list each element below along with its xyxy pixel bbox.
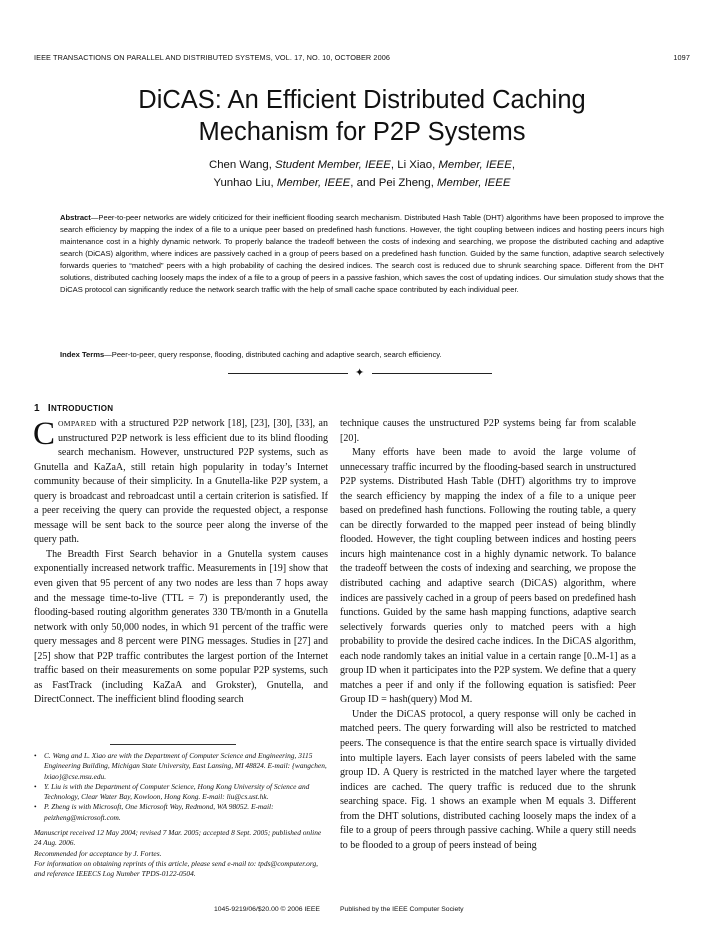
paragraph: technique causes the unstructured P2P systems being far from scalable [20].: [340, 418, 636, 444]
footnote-rule: [110, 744, 236, 745]
journal-info: IEEE TRANSACTIONS ON PARALLEL AND DISTRIBUTED SYSTEMS, VOL. 17, NO. 10, OCTOBER 2006: [34, 53, 391, 62]
abstract-label: Abstract: [60, 213, 91, 222]
author-line-1: Chen Wang, Student Member, IEEE, Li Xiao, Member, IEEE,: [208, 159, 516, 171]
author-xiao: , Li Xiao,: [390, 159, 439, 171]
footnote-item: [34, 802, 328, 823]
drop-cap: C: [33, 416, 56, 452]
manuscript-note: Manuscript received 12 May 2004; revised 7 Mar. 2005; accepted 8 Sept. 2005; published online 24 Aug. 2006.: [34, 828, 322, 848]
publisher-note: Published by the IEEE Computer Society: [340, 906, 464, 913]
small-caps-word: OMPARED: [58, 419, 97, 428]
title-line-2: Mechanism for P2P Systems: [198, 118, 526, 146]
divider-diamond-icon: ✦: [355, 367, 365, 379]
index-terms-label: Index Terms: [60, 350, 105, 359]
divider-line-left: [228, 373, 348, 374]
bullet-icon: •: [34, 781, 37, 791]
author-line-2: [34, 175, 690, 193]
section-title-rest: NTRODUCTION: [50, 404, 114, 413]
author-xiao-role: Member, IEEE: [438, 159, 512, 171]
author-wang-role: Student Member, IEEE: [275, 159, 391, 171]
author-liu-role: Member, IEEE: [276, 176, 351, 189]
section-divider: [0, 366, 720, 380]
copyright-code: 1045-9219/06/$20.00 © 2006 IEEE: [214, 906, 320, 913]
footnote-item: [34, 751, 328, 782]
footnote-text: Y. Liu is with the Department of Computer Science, Hong Kong University of Science and Technology, Clear Water Bay, Kowloon, Hong Kong. E-mail: liu@cs.ust.hk.: [44, 781, 310, 802]
paragraph: Under the DiCAS protocol, a query response will only be cached in matched peers. The query forwarding will also be restricted to matched peers. The consequence is that the entire search space is virtually divided into multiple layers. Each layer consists of peers labeled with the same group ID. A Query is restricted in the matched layer where the targeted indices are cached. The query traffic is reduced due to the shrunk searching space. Fig. 1 shows an example when M equals 3. Different from the DHT solutions, distributed caching loosely maps the index of a file to a group of peers through passive caching. While a query still needs to be flooded to a group of peers instead of being: [340, 708, 636, 851]
abstract: [60, 212, 664, 296]
reprints-note: For information on obtaining reprints of this article, please send e-mail to: tpds@computer.org, and reference IEEECS Log Number TPDS-0122-0504.: [34, 858, 318, 879]
page-number: 1097: [673, 53, 690, 62]
author-list: [34, 157, 690, 192]
author-zheng: , and Pei Zheng,: [350, 176, 438, 189]
paragraph: The Breadth First Search behavior in a Gnutella system causes exponentially increased network traffic. Measurements in [19] show that even given that 95 percent of any two nodes are less than 7 hops away and the message time-to-live (TTL = 7) is preponderantly used, the flooding-based routing algorithm generates 330 TB/month in a Gnutella network with only 50,000 nodes, in which 91 percent of the traffic were query messages and 8 percent were PING messages. Studies in [27] and [25] show that P2P traffic contributes the largest portion of the Internet traffic based on their measurements on some popular P2P systems, such as FastTrack (including KaZaA and Grokster), Gnutella, and DirectConnect. The inefficient blind flooding search: [34, 548, 328, 706]
section-number: 1: [34, 403, 40, 414]
author-zheng-role: Member, IEEE: [437, 176, 511, 189]
section-heading: [34, 403, 113, 414]
footnote-text: C. Wang and L. Xiao are with the Department of Computer Science and Engineering, 3115 Engineering Building, Michigan State University, East Lansing, MI 48824. E-mail: {wangchen, lxiao}@cse.msu.edu.: [44, 751, 327, 781]
footnote-item: [34, 782, 328, 803]
index-terms-text: —Peer-to-peer, query response, flooding, distributed caching and adaptive search, search efficiency.: [104, 350, 442, 359]
footnote-text: P. Zheng is with Microsoft, One Microsoft Way, Redmond, WA 98052. E-mail: peizheng@microsoft.com.: [44, 802, 274, 822]
abstract-text: —Peer-to-peer networks are widely criticized for their inefficient flooding search mechanism. Distributed Hash Table (DHT) algorithms have been proposed to improve the search efficiency by mapping the index of a file to a unique peer based on predefined hash functions. However, the tight coupling between indices and hosting peers incurs high maintenance cost in a highly dynamic network. To properly balance the tradeoff between the costs of indexing and searching, we propose the distributed caching and adaptive search (DiCAS) algorithm, where indices are passively cached in a group of peers based on a predefined hash function. Guided by the same function, adaptive search selectively forwards queries to “matched” peers with a high probability of caching the desired indices. The search cost is reduced due to shrunk searching space. Different from the DHT solutions, distributed caching loosely maps the index of a file to a group of peers in a passive fashion, which saves the cost of updating indices. Our simulation study shows that the DiCAS protocol can significantly reduce the network search traffic with the help of small cache space contributed by each individual peer.: [60, 213, 664, 295]
author-liu: Yunhao Liu,: [213, 176, 277, 189]
title-line-1: DiCAS: An Efficient Distributed Caching: [138, 86, 586, 114]
body-column-left: [34, 417, 328, 708]
body-column-right: [340, 417, 636, 853]
bullet-icon: •: [34, 751, 37, 760]
paragraph: [34, 417, 328, 548]
paper-title: [34, 84, 690, 148]
recommendation-note: Recommended for acceptance by J. Fortes.: [34, 848, 162, 858]
author-wang: Chen Wang,: [208, 159, 276, 171]
paragraph-text: with a structured P2P network [18], [23], [30], [33], an unstructured P2P network is less efficient due to its blind flooding search mechanism. However, unstructured P2P systems, such as Gnutella and KaZaA, still retain high popularity in today’s Internet community because of their simplicity. In a Gnutella-like P2P system, a query is broadcast and rebroadcast until a certain criterion is satisfied. If a peer receiving the query can provide the requested object, a response message will be sent back to the source peer along the inverse of the query path.: [34, 418, 328, 546]
index-terms: [60, 349, 664, 361]
footnotes: [34, 751, 328, 880]
bullet-icon: •: [34, 802, 37, 812]
section-title-initial: I: [47, 403, 51, 414]
divider-line-right: [372, 373, 492, 374]
paragraph: Many efforts have been made to avoid the large volume of unnecessary traffic incurred by the flooding-based search in unstructured P2P systems. Distributed Hash Table (DHT) algorithms try to improve the search efficiency by mapping the index of a file to a unique peer based on predefined hash functions. Following the routing table, a query can be directly forwarded to the mapped peer instead of being blindly flooded. However, the tight coupling between indices and hosting peers incurs high maintenance cost in a highly dynamic network. To balance the tradeoff between the costs of indexing and searching, we propose the distributed caching and adaptive search (DiCAS) algorithm, where indices are passively cached in a group of peers based on predefined hash functions. Guided by the same hash mapping functions, adaptive search selectively forwards queries only to matched peers with a high probability to provide the desired cache indices. In the DiCAS algorithm, each node randomly takes an initial value in a certain range [0..M-1] as a group ID when it participates into the P2P system. We define that a query matches a peer if and only if the following equation is satisfied: Peer Group ID = hash(query) Mod M.: [340, 447, 636, 706]
